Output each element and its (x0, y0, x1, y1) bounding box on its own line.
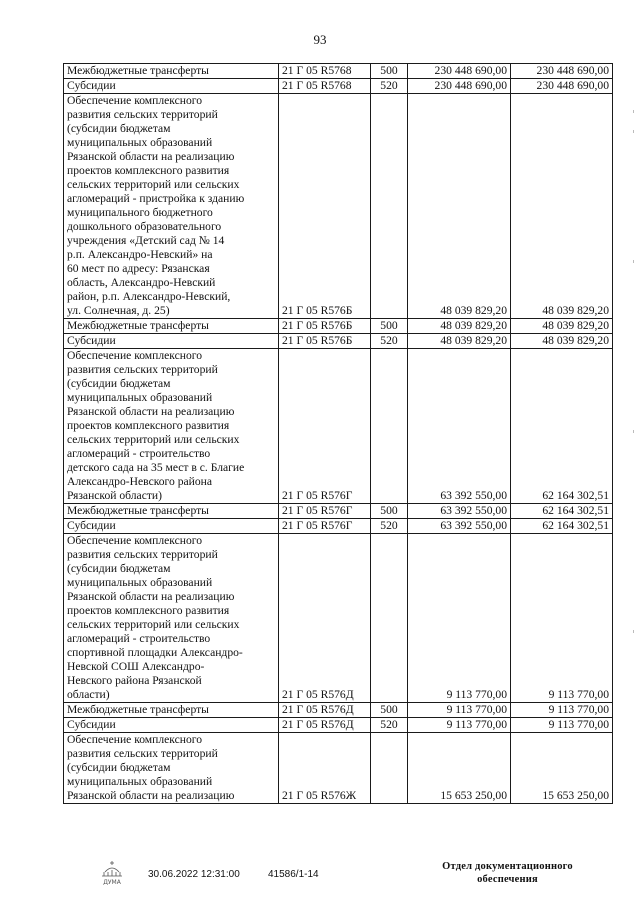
table-row (64, 319, 613, 334)
row-vr: 500 (371, 319, 408, 334)
row-amount-1: 48 039 829,20 (408, 94, 511, 319)
row-name: Обеспечение комплексного развития сельских территорий (субсидии бюджетам муниципальных образований Рязанской области на реализацию проектов комплексного развития сельских территорий или сельских агломераций - пристройка к зданию муниципального бюджетного дошкольного образовательного учреждения «Детский сад № 14 р.п. Александро-Невский» на 60 мест по адресу: Рязанская область, Александро-Невский район, р.п. Александро-Невский, ул. Солнечная, д. 25) (64, 94, 279, 319)
row-code: 21 Г 05 R5768 (279, 79, 371, 94)
row-code: 21 Г 05 R576Ж (279, 733, 371, 804)
table-row (64, 64, 613, 79)
row-name: Субсидии (64, 79, 279, 94)
row-amount-2: 48 039 829,20 (511, 334, 613, 349)
row-code: 21 Г 05 R576Д (279, 718, 371, 733)
row-vr: 500 (371, 703, 408, 718)
row-vr: 520 (371, 519, 408, 534)
table-row (64, 519, 613, 534)
row-vr (371, 733, 408, 804)
row-amount-1: 230 448 690,00 (408, 79, 511, 94)
row-vr: 520 (371, 334, 408, 349)
row-code: 21 Г 05 R5768 (279, 64, 371, 79)
row-amount-1: 9 113 770,00 (408, 718, 511, 733)
row-amount-1: 63 392 550,00 (408, 519, 511, 534)
row-name: Субсидии (64, 718, 279, 733)
row-code: 21 Г 05 R576Г (279, 504, 371, 519)
row-amount-1: 15 653 250,00 (408, 733, 511, 804)
row-code: 21 Г 05 R576Б (279, 94, 371, 319)
row-amount-2: 15 653 250,00 (511, 733, 613, 804)
row-amount-2: 62 164 302,51 (511, 519, 613, 534)
row-name: Обеспечение комплексного развития сельских территорий (субсидии бюджетам муниципальных образований Рязанской области на реализацию проектов комплексного развития сельских территорий или сельских агломераций - строительство детского сада на 35 мест в с. Благие Александро-Невского района Рязанской области) (64, 349, 279, 504)
footer-datetime: 30.06.2022 12:31:00 (148, 869, 240, 880)
row-name: Обеспечение комплексного развития сельских территорий (субсидии бюджетам муниципальных образований Рязанской области на реализацию (64, 733, 279, 804)
row-amount-2: 48 039 829,20 (511, 319, 613, 334)
row-code: 21 Г 05 R576Д (279, 703, 371, 718)
duma-logo (95, 858, 129, 888)
row-code: 21 Г 05 R576Г (279, 349, 371, 504)
row-name: Межбюджетные трансферты (64, 64, 279, 79)
row-vr (371, 94, 408, 319)
row-name: Межбюджетные трансферты (64, 319, 279, 334)
row-amount-2: 62 164 302,51 (511, 504, 613, 519)
table-row (64, 349, 613, 504)
row-vr: 520 (371, 718, 408, 733)
row-name: Межбюджетные трансферты (64, 504, 279, 519)
footer-reg-number: 41586/1-14 (268, 869, 319, 880)
row-name: Субсидии (64, 334, 279, 349)
table-row (64, 703, 613, 718)
table-row (64, 79, 613, 94)
table-row (64, 718, 613, 733)
row-amount-2: 9 113 770,00 (511, 703, 613, 718)
row-code: 21 Г 05 R576Б (279, 319, 371, 334)
budget-table-body (64, 64, 613, 804)
logo-text: ДУМА (103, 879, 121, 886)
row-amount-2: 9 113 770,00 (511, 534, 613, 703)
row-code: 21 Г 05 R576Г (279, 519, 371, 534)
page-number: 93 (313, 32, 327, 47)
row-name: Межбюджетные трансферты (64, 703, 279, 718)
row-amount-1: 9 113 770,00 (408, 703, 511, 718)
row-amount-2: 230 448 690,00 (511, 64, 613, 79)
row-name: Субсидии (64, 519, 279, 534)
budget-table (63, 63, 613, 804)
row-vr: 500 (371, 64, 408, 79)
row-amount-1: 9 113 770,00 (408, 534, 511, 703)
table-row (64, 733, 613, 804)
table-row (64, 504, 613, 519)
row-amount-2: 9 113 770,00 (511, 718, 613, 733)
row-vr: 500 (371, 504, 408, 519)
row-amount-1: 63 392 550,00 (408, 504, 511, 519)
row-amount-1: 48 039 829,20 (408, 319, 511, 334)
table-row (64, 534, 613, 703)
row-amount-1: 48 039 829,20 (408, 334, 511, 349)
row-amount-1: 230 448 690,00 (408, 64, 511, 79)
row-amount-1: 63 392 550,00 (408, 349, 511, 504)
table-row (64, 334, 613, 349)
row-vr (371, 534, 408, 703)
footer-department-line-2: обеспечения (477, 874, 538, 885)
row-amount-2: 48 039 829,20 (511, 94, 613, 319)
row-name: Обеспечение комплексного развития сельских территорий (субсидии бюджетам муниципальных образований Рязанской области на реализацию проектов комплексного развития сельских территорий или сельских агломераций - строительство спортивной площадки Александро- Невской СОШ Александро- Невского района Рязанской области) (64, 534, 279, 703)
row-vr (371, 349, 408, 504)
row-amount-2: 230 448 690,00 (511, 79, 613, 94)
table-row (64, 94, 613, 319)
footer-department (420, 860, 595, 886)
row-code: 21 Г 05 R576Д (279, 534, 371, 703)
footer-department-line-1: Отдел документационного (442, 861, 573, 872)
row-vr: 520 (371, 79, 408, 94)
row-code: 21 Г 05 R576Б (279, 334, 371, 349)
margin-scan-marks (632, 110, 636, 750)
row-amount-2: 62 164 302,51 (511, 349, 613, 504)
